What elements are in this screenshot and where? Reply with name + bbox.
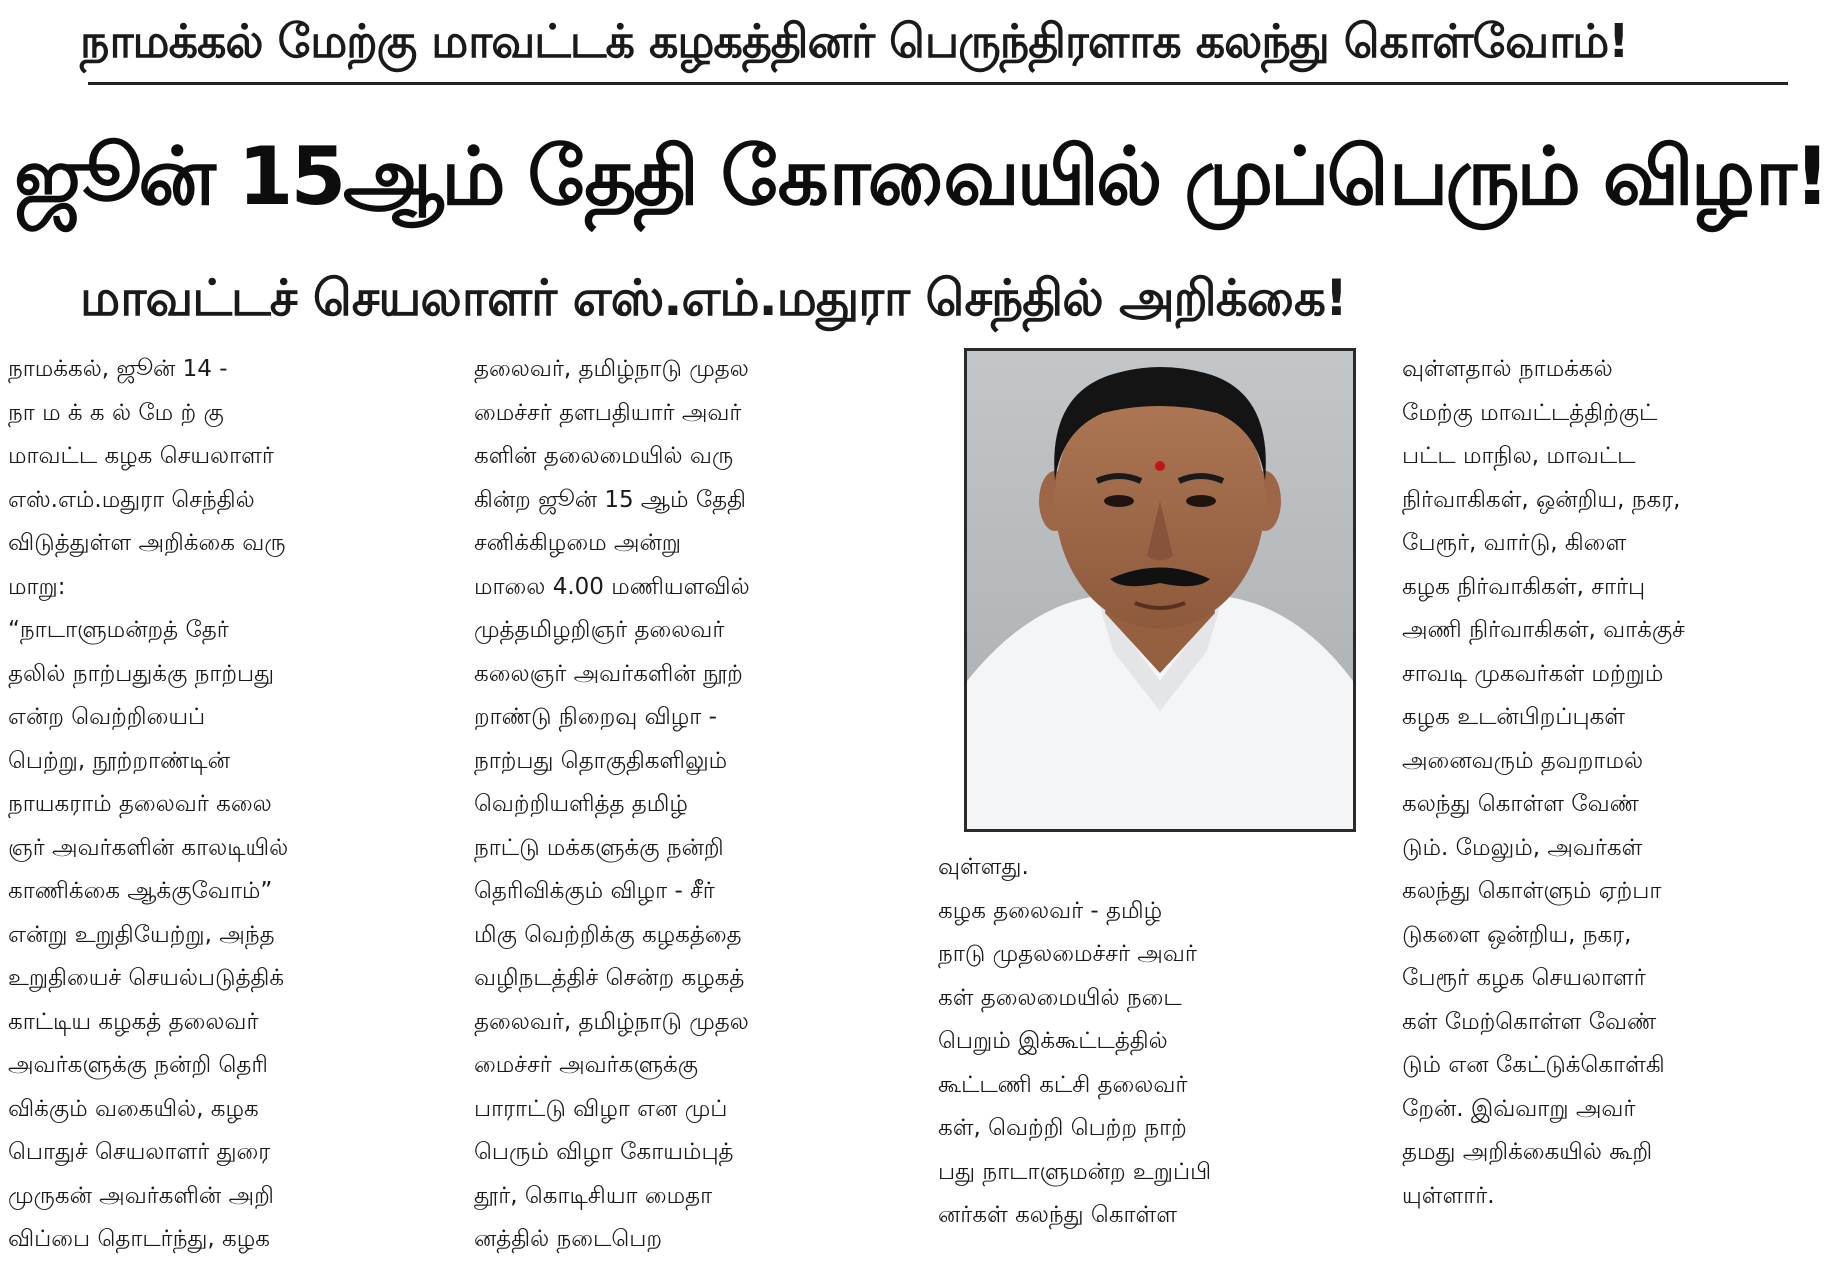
article-line: றேன். இவ்வாறு அவர்: [1402, 1095, 1636, 1122]
article-line: னத்தில் நடைபெற: [474, 1226, 663, 1252]
article-line: தலைவர், தமிழ்நாடு முதல: [474, 356, 749, 382]
article-line: உறுதியைச் செயல்படுத்திக்: [8, 965, 285, 991]
article-line: னர்கள் கலந்து கொள்ள: [938, 1202, 1178, 1228]
portrait-photo: [964, 348, 1356, 832]
article-line: அணி நிர்வாகிகள், வாக்குச்: [1402, 617, 1685, 643]
article-line: காட்டிய கழகத் தலைவர்: [8, 1008, 259, 1035]
article-line: மாலை 4.00 மணியளவில்: [474, 573, 750, 600]
article-line: விடுத்துள்ள அறிக்கை வரு: [8, 530, 286, 556]
article-column-4: [1402, 348, 1834, 1228]
article-column-1: [8, 348, 440, 1252]
article-line: பேரூர், வார்டு, கிளை: [1402, 530, 1627, 556]
article-line: சாவடி முகவர்கள் மற்றும்: [1402, 660, 1664, 687]
article-line: நாட்டு மக்களுக்கு நன்றி: [474, 834, 724, 861]
article-line: மைச்சர் அவர்களுக்கு: [474, 1052, 699, 1078]
article-line: றாண்டு நிறைவு விழா -: [474, 704, 717, 730]
article-line: நாடு முதலமைச்சர் அவர்: [938, 941, 1197, 967]
article-line: பட்ட மாநில, மாவட்ட: [1402, 443, 1636, 469]
article-line: என்ற வெற்றியைப்: [8, 704, 206, 730]
article-line: அனைவரும் தவறாமல்: [1402, 747, 1644, 774]
article-line: வுள்ளதால் நாமக்கல்: [1402, 356, 1613, 382]
article-column-2: [474, 348, 906, 1252]
article-line: மைச்சர் தளபதியார் அவர்: [474, 399, 742, 426]
main-headline: ஜூன் 15ஆம் தேதி கோவையில் முப்பெரும் விழா!: [14, 130, 1828, 223]
article-line: கழக நிர்வாகிகள், சார்பு: [1402, 573, 1646, 600]
article-line: தலைவர், தமிழ்நாடு முதல: [474, 1008, 749, 1035]
article-line: மாறு:: [8, 573, 66, 600]
article-line: நாயகராம் தலைவர் கலை: [8, 791, 272, 817]
article-line: கள், வெற்றி பெற்ற நாற்: [938, 1115, 1187, 1141]
article-line: வழிநடத்திச் சென்ற கழகத்: [474, 965, 745, 991]
kicker-headline: நாமக்கல் மேற்கு மாவட்டக் கழகத்தினர் பெருந்திரளாக கலந்து கொள்வோம்!: [80, 14, 1629, 68]
article-line: நாமக்கல், ஜூன் 14 -: [8, 356, 228, 382]
article-line: மேற்கு மாவட்டத்திற்குட்: [1402, 399, 1658, 426]
article-line: தமது அறிக்கையில் கூறி: [1402, 1139, 1653, 1165]
article-line: சனிக்கிழமை அன்று: [474, 530, 681, 556]
article-line: என்று உறுதியேற்று, அந்த: [8, 921, 275, 948]
article-line: அவர்களுக்கு நன்றி தெரி: [8, 1052, 268, 1078]
article-line: பேரூர் கழக செயலாளர்: [1402, 965, 1646, 991]
article-line: கழக உடன்பிறப்புகள்: [1402, 704, 1626, 730]
article-line: முத்தமிழறிஞர் தலைவர்: [474, 617, 725, 643]
article-line: மிகு வெற்றிக்கு கழகத்தை: [474, 921, 742, 948]
article-line: கள் மேற்கொள்ள வேண்: [1402, 1008, 1657, 1035]
portrait-illustration: [967, 351, 1353, 829]
article-line: கின்ற ஜூன் 15 ஆம் தேதி: [474, 486, 746, 513]
article-line: நா ம க் க ல் மே ற் கு: [8, 399, 224, 426]
article-line: டும் என கேட்டுக்கொள்கி: [1402, 1052, 1665, 1078]
article-line: கலைஞர் அவர்களின் நூற்: [474, 660, 743, 687]
article-line: பொதுச் செயலாளர் துரை: [8, 1139, 271, 1165]
article-line: கலந்து கொள்ள வேண்: [1402, 791, 1639, 817]
article-line: எஸ்.எம்.மதுரா செந்தில்: [8, 486, 255, 513]
article-line: டுகளை ஒன்றிய, நகர,: [1402, 921, 1632, 948]
article-line: பெற்று, நூற்றாண்டின்: [8, 747, 230, 774]
article-line: கள் தலைமையில் நடை: [938, 984, 1182, 1011]
article-line: “நாடாளுமன்றத் தேர்: [8, 617, 229, 643]
article-line: நாற்பது தொகுதிகளிலும்: [474, 747, 728, 774]
article-line: தலில் நாற்பதுக்கு நாற்பது: [8, 660, 275, 687]
article-line: களின் தலைமையில் வரு: [474, 443, 734, 469]
sub-headline: மாவட்டச் செயலாளர் எஸ்.எம்.மதுரா செந்தில் அறிக்கை!: [80, 269, 1347, 327]
article-line: மாவட்ட கழக செயலாளர்: [8, 443, 274, 469]
article-line: முருகன் அவர்களின் அறி: [8, 1182, 274, 1209]
article-line: யுள்ளார்.: [1402, 1182, 1495, 1209]
article-line: காணிக்கை ஆக்குவோம்”: [8, 878, 273, 904]
article-line: கலந்து கொள்ளும் ஏற்பா: [1402, 878, 1662, 904]
article-line: வுள்ளது.: [938, 854, 1029, 880]
article-line: விக்கும் வகையில், கழக: [8, 1095, 259, 1122]
article-line: விப்பை தொடர்ந்து, கழக: [8, 1226, 270, 1252]
article-line: பெரும் விழா கோயம்புத்: [474, 1139, 734, 1165]
article-line: தூர், கொடிசியா மைதா: [474, 1182, 713, 1209]
article-line: தெரிவிக்கும் விழா - சீர்: [474, 878, 715, 904]
article-line: வெற்றியளித்த தமிழ்: [474, 791, 688, 817]
article-line: நிர்வாகிகள், ஒன்றிய, நகர,: [1402, 486, 1681, 513]
article-line: கழக தலைவர் - தமிழ்: [938, 897, 1163, 924]
kicker-underline: [88, 82, 1788, 85]
article-line: பெறும் இக்கூட்டத்தில்: [938, 1028, 1168, 1054]
article-line: ஞர் அவர்களின் காலடியில்: [8, 834, 289, 861]
article-line: பாராட்டு விழா என முப்: [474, 1095, 728, 1122]
article-line: கூட்டணி கட்சி தலைவர்: [938, 1071, 1188, 1098]
article-column-3: [938, 846, 1338, 1234]
article-line: டும். மேலும், அவர்கள்: [1402, 834, 1643, 861]
article-line: பது நாடாளுமன்ற உறுப்பி: [938, 1158, 1212, 1185]
